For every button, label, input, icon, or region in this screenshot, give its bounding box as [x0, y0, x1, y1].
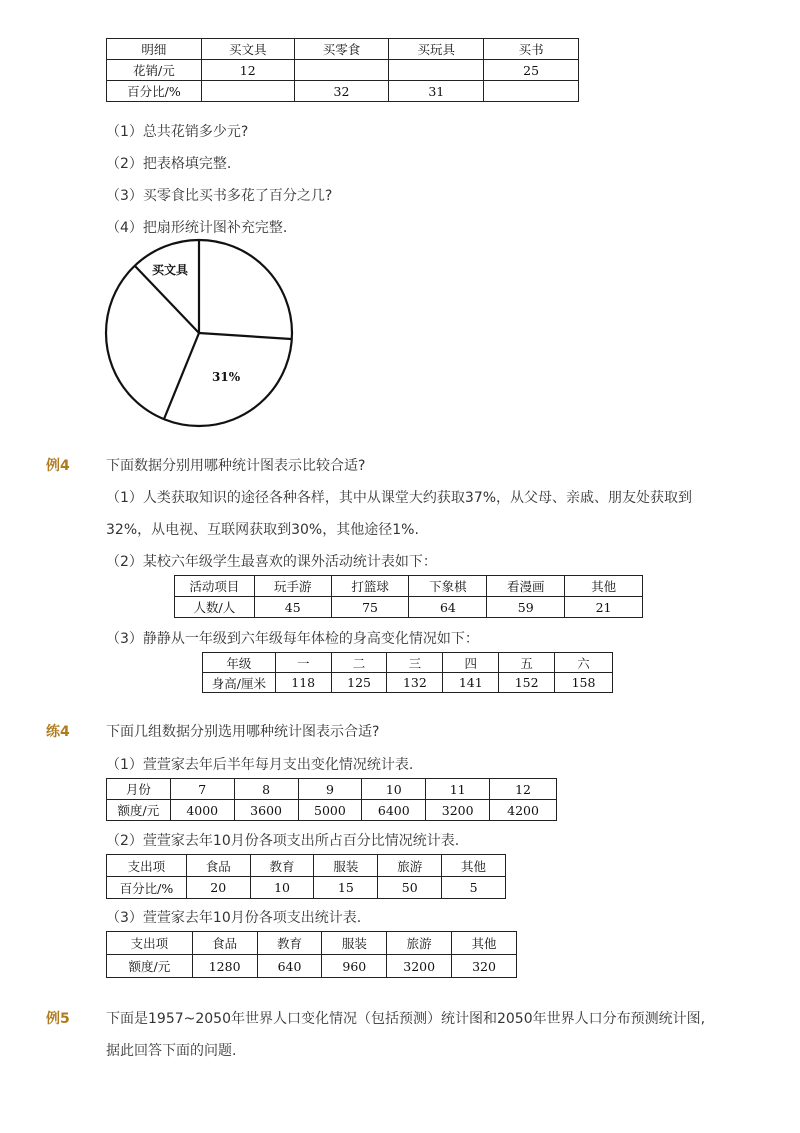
example-4-item-2: （2）某校六年级学生最喜欢的课外活动统计表如下：: [106, 554, 437, 570]
table-header-cell: 月份: [107, 779, 171, 800]
table-header-cell: 三: [387, 653, 443, 673]
table-cell: 320: [452, 955, 517, 978]
table-header-cell: 其他: [565, 576, 643, 597]
table-cell: 125: [331, 673, 387, 693]
table-header-cell: 看漫画: [487, 576, 565, 597]
table-cell: [201, 81, 294, 102]
practice-4-prompt: 下面几组数据分别选用哪种统计图表示合适?: [106, 724, 380, 740]
table-cell: 3200: [387, 955, 452, 978]
table-cell: 64: [409, 597, 487, 618]
practice-4-item-2: （2）萱萱家去年10月份各项支出所占百分比情况统计表.: [106, 833, 460, 849]
table-row: [203, 653, 613, 673]
monthly-expense-table: [106, 778, 557, 821]
practice-4-item-3: （3）萱萱家去年10月份各项支出统计表.: [106, 910, 362, 926]
pie-chart: [100, 235, 300, 430]
expense-table: [106, 38, 579, 102]
table-cell: 15: [314, 877, 378, 899]
percent-table: [106, 854, 506, 899]
table-row: [107, 800, 557, 821]
example-4-item-1-line-2: 32%，从电视、互联网获取到30%，其他途径1%.: [106, 522, 419, 538]
table-row: [175, 576, 643, 597]
table-row: [107, 779, 557, 800]
example-4-prompt: 下面数据分别用哪种统计图表示比较合适?: [106, 458, 366, 474]
table-cell: 132: [387, 673, 443, 693]
table-header-cell: 五: [499, 653, 555, 673]
table-header-cell: 年级: [203, 653, 276, 673]
table-row: [203, 673, 613, 693]
table-row: [175, 597, 643, 618]
table-cell: 花销/元: [107, 60, 202, 81]
table-header-cell: 下象棋: [409, 576, 487, 597]
table-cell: 额度/元: [107, 955, 193, 978]
table-header-cell: 9: [298, 779, 362, 800]
table-row: [107, 855, 506, 877]
table-header-cell: 打篮球: [331, 576, 409, 597]
question-1-3: （3）买零食比买书多花了百分之几?: [106, 188, 333, 204]
table-header-cell: 其他: [442, 855, 506, 877]
table-cell: [389, 60, 484, 81]
table-cell: [294, 60, 389, 81]
table-row: [107, 877, 506, 899]
table-header-cell: 服装: [314, 855, 378, 877]
table-cell: 人数/人: [175, 597, 255, 618]
table-cell: 45: [254, 597, 331, 618]
table-cell: 20: [186, 877, 250, 899]
question-1-2: （2）把表格填完整.: [106, 156, 232, 172]
example-5-label: 例5: [46, 1011, 70, 1027]
pie-label-31: 31%: [212, 370, 241, 384]
table-header-cell: 一: [275, 653, 331, 673]
table-header-cell: 六: [555, 653, 613, 673]
table-cell: 50: [378, 877, 442, 899]
activity-table: [174, 575, 643, 618]
table-header-cell: 买书: [484, 39, 579, 60]
table-cell: 21: [565, 597, 643, 618]
table-cell: 960: [322, 955, 387, 978]
practice-4-label: 练4: [46, 724, 70, 740]
table-header-cell: 8: [234, 779, 298, 800]
table-header-cell: 买零食: [294, 39, 389, 60]
table-cell: 额度/元: [107, 800, 171, 821]
table-row: [107, 932, 517, 955]
table-cell: 75: [331, 597, 409, 618]
table-cell: 百分比/%: [107, 877, 187, 899]
example-4-item-3: （3）静静从一年级到六年级每年体检的身高变化情况如下：: [106, 631, 479, 647]
table-cell: 141: [443, 673, 499, 693]
table-cell: 4000: [170, 800, 234, 821]
table-cell: 10: [250, 877, 314, 899]
table-cell: 59: [487, 597, 565, 618]
table-row: [107, 81, 579, 102]
amount-table: [106, 931, 517, 978]
table-header-cell: 玩手游: [254, 576, 331, 597]
table-cell: 12: [201, 60, 294, 81]
table-cell: 31: [389, 81, 484, 102]
table-header-cell: 食品: [192, 932, 257, 955]
table-header-cell: 教育: [250, 855, 314, 877]
example-5-line-1: 下面是1957~2050年世界人口变化情况（包括预测）统计图和2050年世界人口分布预测统计图,: [106, 1011, 706, 1027]
table-header-cell: 支出项: [107, 855, 187, 877]
example-5-line-2: 据此回答下面的问题.: [106, 1043, 237, 1059]
table-cell: 3600: [234, 800, 298, 821]
table-row: [107, 60, 579, 81]
table-cell: 5000: [298, 800, 362, 821]
table-header-cell: 活动项目: [175, 576, 255, 597]
table-header-cell: 支出项: [107, 932, 193, 955]
table-cell: 25: [484, 60, 579, 81]
table-cell: [484, 81, 579, 102]
table-cell: 5: [442, 877, 506, 899]
table-cell: 32: [294, 81, 389, 102]
pie-divider-bottom: [164, 333, 199, 419]
table-cell: 1280: [192, 955, 257, 978]
table-cell: 152: [499, 673, 555, 693]
table-cell: 118: [275, 673, 331, 693]
table-row: [107, 39, 579, 60]
table-header-cell: 旅游: [378, 855, 442, 877]
table-cell: 3200: [426, 800, 490, 821]
table-header-cell: 12: [490, 779, 557, 800]
table-header-cell: 买玩具: [389, 39, 484, 60]
pie-divider-right: [199, 333, 291, 339]
table-cell: 6400: [362, 800, 426, 821]
table-cell: 身高/厘米: [203, 673, 276, 693]
table-cell: 158: [555, 673, 613, 693]
table-header-cell: 买文具: [201, 39, 294, 60]
example-4-item-1-line-1: （1）人类获取知识的途径各种各样，其中从课堂大约获取37%，从父母、亲戚、朋友处获取到: [106, 490, 693, 506]
practice-4-item-1: （1）萱萱家去年后半年每月支出变化情况统计表.: [106, 757, 414, 773]
table-header-cell: 四: [443, 653, 499, 673]
table-header-cell: 其他: [452, 932, 517, 955]
table-header-cell: 11: [426, 779, 490, 800]
table-header-cell: 明细: [107, 39, 202, 60]
table-cell: 4200: [490, 800, 557, 821]
table-header-cell: 服装: [322, 932, 387, 955]
example-4-label: 例4: [46, 458, 70, 474]
table-cell: 百分比/%: [107, 81, 202, 102]
question-1-4: （4）把扇形统计图补充完整.: [106, 220, 288, 236]
table-header-cell: 教育: [257, 932, 322, 955]
height-table: [202, 652, 613, 693]
table-header-cell: 二: [331, 653, 387, 673]
table-header-cell: 10: [362, 779, 426, 800]
question-1-1: （1）总共花销多少元?: [106, 124, 249, 140]
table-cell: 640: [257, 955, 322, 978]
table-header-cell: 7: [170, 779, 234, 800]
table-row: [107, 955, 517, 978]
table-header-cell: 旅游: [387, 932, 452, 955]
table-header-cell: 食品: [186, 855, 250, 877]
pie-label-stationery: 买文具: [152, 263, 189, 277]
